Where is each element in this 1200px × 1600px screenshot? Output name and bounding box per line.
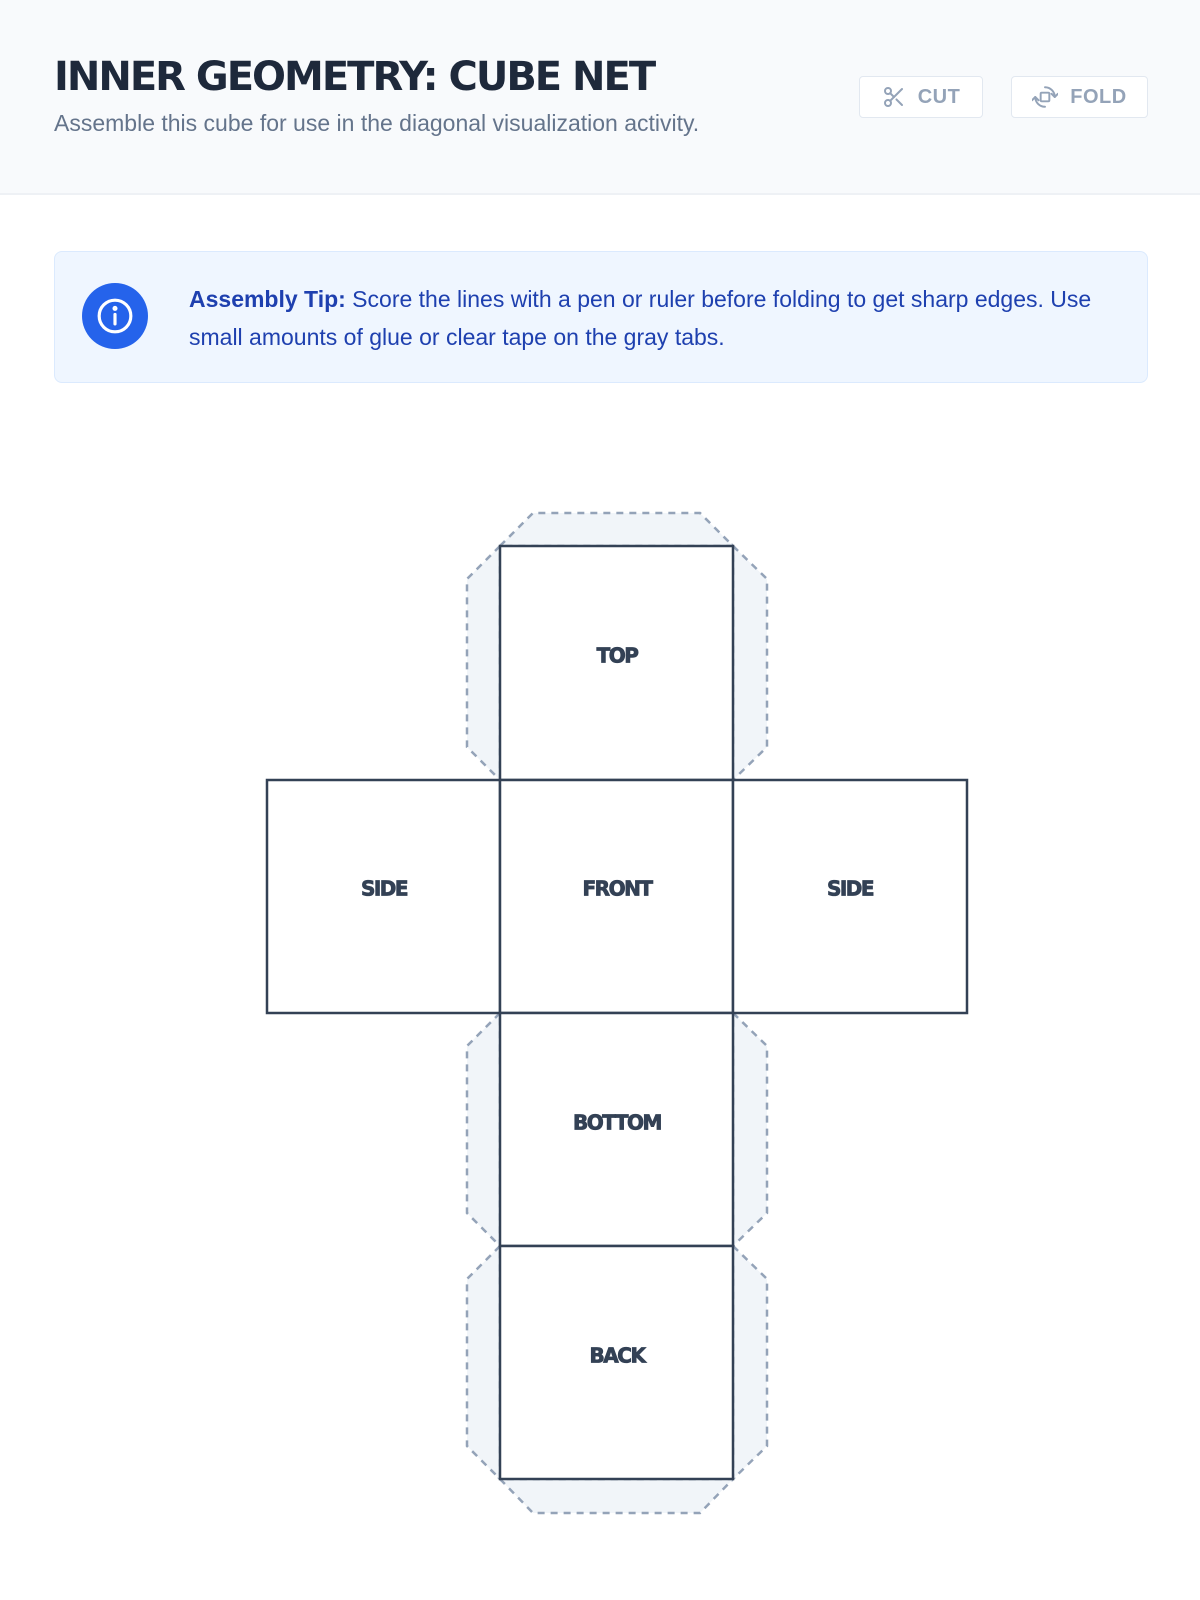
- face-label-front: FRONT: [582, 876, 652, 901]
- page-subtitle: Assemble this cube for use in the diagonal visualization activity.: [54, 110, 700, 136]
- face-label-back: BACK: [589, 1343, 645, 1368]
- glue-tab-back-right: [733, 1246, 767, 1479]
- face-label-left-side: SIDE: [360, 876, 408, 901]
- cut-button-label: CUT: [917, 85, 961, 108]
- face-label-right-side: SIDE: [826, 876, 874, 901]
- glue-tab-top-left: [467, 546, 500, 780]
- face-label-bottom: BOTTOM: [573, 1110, 661, 1135]
- glue-tab-bottom-right: [733, 1013, 767, 1246]
- tip-body: Score the lines with a pen or ruler before folding to get sharp edges. Use small amounts of glue or clear tape on the gray tabs.: [189, 286, 1092, 350]
- glue-tab-back-left: [467, 1246, 500, 1479]
- page-title: INNER GEOMETRY: CUBE NET: [54, 54, 655, 100]
- fold-button-label: FOLD: [1070, 85, 1127, 108]
- tip-lead: Assembly Tip:: [189, 286, 346, 312]
- glue-tab-bottom-left: [467, 1013, 500, 1246]
- face-label-top: TOP: [596, 643, 638, 668]
- glue-tab-top: [500, 513, 733, 546]
- glue-tab-top-right: [733, 546, 767, 780]
- glue-tab-back-bottom: [500, 1479, 733, 1513]
